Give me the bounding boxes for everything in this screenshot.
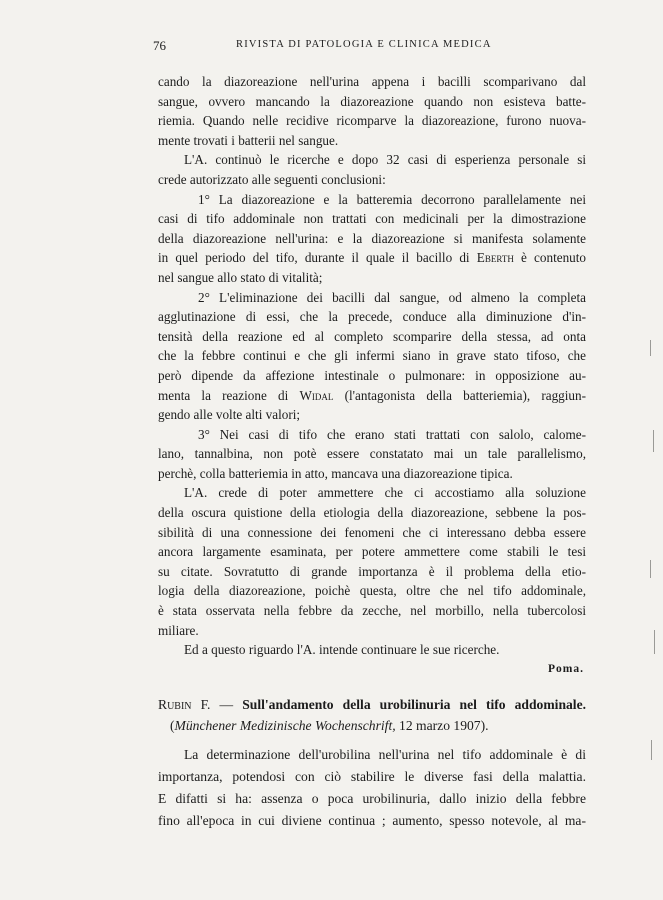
text-line: tensità della reazione ed al completo scomparire della stessa, ad onta: [158, 328, 586, 344]
review-heading: [158, 694, 586, 715]
text-line: riemia. Quando nelle recidive ricomparve la diazoreazione, furono nuova-: [158, 113, 586, 129]
journal-name: Münchener Medizinische Wochenschrift,: [174, 718, 396, 733]
text-line: Ed a questo riguardo l'A. intende continuare le sue ricerche.: [184, 642, 500, 658]
text-line: L'A. crede di poter ammettere che ci accostiamo alla soluzione: [184, 485, 586, 501]
page-number: 76: [153, 38, 166, 53]
citation-date: 12 marzo 1907).: [399, 718, 489, 733]
text-line: 2° L'eliminazione dei bacilli dal sangue, od almeno la completa: [198, 289, 586, 305]
text-line: ancora largamente esaminata, per potere ammettere come stabili le tesi: [158, 544, 586, 560]
review-section: [158, 694, 586, 832]
text-line-widal: [158, 386, 586, 406]
text-line: della diazoreazione nell'urina: e la diazoreazione si manifesta solamente: [158, 230, 586, 246]
text-line: perchè, colla batteriemia in atto, mancava una diazoreazione tipica.: [158, 465, 513, 481]
review-dash: —: [219, 697, 234, 712]
text-line: gendo alle volte alti valori;: [158, 407, 301, 423]
text-line: sangue, ovvero mancando la diazoreazione quando non esisteva batte-: [158, 93, 586, 109]
text-line: cando la diazoreazione nell'urina appena i bacilli scomparivano dal: [158, 74, 586, 89]
text-line: su citate. Sovratutto di grande importanza è il problema della etio-: [158, 563, 586, 579]
review-citation: [158, 715, 586, 736]
text-line: 3° Nei casi di tifo che erano stati trattati con salolo, calome-: [198, 426, 586, 442]
review-body: [158, 744, 586, 832]
running-title: RIVISTA DI PATOLOGIA E CLINICA MEDICA: [236, 39, 492, 50]
text-line: importanza, potendosi con ciò stabilire le diverse fasi della malattia.: [158, 769, 586, 784]
text-line-eberth: [158, 248, 586, 268]
text-line: agglutinazione di essi, che la precede, conduce alla diminuzione d'in-: [158, 309, 586, 325]
text-line: che la febbre continui e che gli infermi siano in grave stato tifoso, che: [158, 348, 586, 364]
article-body: [158, 72, 586, 679]
widal-name: Widal: [299, 387, 334, 403]
text-line: logia della diazoreazione, poichè questa, oltre che nel tifo addominale,: [158, 583, 586, 599]
text-line: La determinazione dell'urobilina nell'urina nel tifo addominale è di: [184, 747, 586, 762]
text-line: lano, tannalbina, non potè essere constatato mai un tale parallelismo,: [158, 446, 586, 462]
signature: Poma.: [548, 662, 584, 675]
text-line: fino all'epoca in cui diviene continua ; aumento, spesso notevole, al ma-: [158, 813, 586, 828]
text-line: casi di tifo addominale non trattati con medicinali per la dimostrazione: [158, 211, 586, 227]
review-title: Sull'andamento della urobilinuria nel tifo addominale.: [242, 697, 587, 712]
text-line: sibilità di una connessione dei fenomeni che ci interessano debba essere: [158, 524, 586, 540]
text-segment: è contenuto: [521, 250, 587, 266]
text-line: miliare.: [158, 622, 199, 638]
text-line: nel sangue allo stato di vitalità;: [158, 269, 323, 285]
text-line: della oscura quistione della etiologia della diazoreazione, sebbene la pos-: [158, 505, 586, 521]
text-segment: in quel periodo del tifo, durante il quale il bacillo di: [158, 250, 470, 266]
text-line: è stata osservata nella febbre da zecche, nel morbillo, nella tubercolosi: [158, 603, 586, 619]
text-line: mente trovati i batterii nel sangue.: [158, 132, 339, 148]
text-line: però dipende da affezione intestinale o pulmonare: in opposizione au-: [158, 367, 586, 383]
text-segment: (l'antagonista della batteriemia), raggiun-: [344, 387, 587, 403]
text-line: L'A. continuò le ricerche e dopo 32 casi di esperienza personale si: [184, 152, 586, 168]
text-segment: menta la reazione di: [158, 387, 289, 403]
text-line: E difatti si ha: assenza o poca urobilinuria, dallo inizio della febbre: [158, 791, 586, 806]
scan-margin-marks: [647, 300, 659, 800]
review-author: Rubin F.: [158, 697, 211, 712]
page-header: [150, 38, 586, 56]
eberth-name: Eberth: [476, 250, 514, 266]
citation-open: (: [170, 718, 175, 733]
text-line: 1° La diazoreazione e la batteremia decorrono parallelamente nei: [198, 191, 586, 207]
text-line: crede autorizzato alle seguenti conclusioni:: [158, 171, 386, 187]
